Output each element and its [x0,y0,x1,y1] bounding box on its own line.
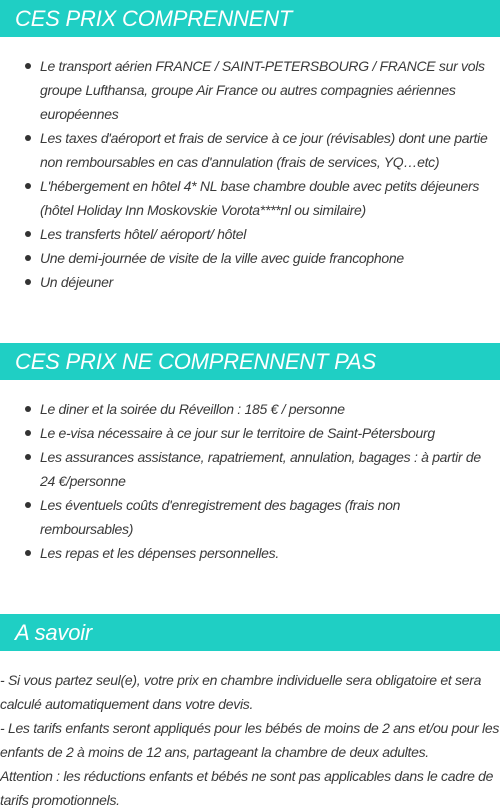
note-paragraph: - Si vous partez seul(e), votre prix en chambre individuelle sera obligatoire et sera calculé automatiquement dans votre devis. [0,672,482,712]
note-paragraph: - Les tarifs enfants seront appliqués pour les bébés de moins de 2 ans et/ou pour les enfants de 2 à moins de 12 ans, partageant la chambre de deux adultes. [0,720,500,760]
list-item [0,541,500,565]
list-item [0,246,500,270]
list-item [0,270,500,294]
bullet-icon [25,255,31,261]
section-header-a-savoir: A savoir [0,614,500,651]
bullet-icon [25,135,31,141]
list-item-text: Une demi-journée de visite de la ville avec guide francophone [40,250,404,266]
included-list [0,54,500,294]
list-item [0,493,500,541]
bullet-icon [25,231,31,237]
note-paragraph: Attention : les réductions enfants et bébés ne sont pas applicables dans le cadre de tarifs promotionnels. [0,768,494,808]
list-item-text: Les éventuels coûts d'enregistrement des bagages (frais non remboursables) [40,497,401,537]
list-item [0,174,500,222]
list-item [0,397,500,421]
not-included-list [0,397,500,565]
bullet-icon [25,502,31,508]
list-item [0,126,500,174]
bullet-icon [25,550,31,556]
list-item-text: Les transferts hôtel/ aéroport/ hôtel [40,226,247,242]
list-item-text: Les taxes d'aéroport et frais de service à ce jour (révisables) dont une partie non remboursables en cas d'annulation (frais de services, YQ…etc) [40,130,488,170]
a-savoir-notes [0,668,500,812]
list-item [0,445,500,493]
list-item-text: Les assurances assistance, rapatriement, annulation, bagages : à partir de 24 €/personne [40,449,481,489]
list-item-text: Les repas et les dépenses personnelles. [40,545,279,561]
bullet-icon [25,279,31,285]
bullet-icon [25,406,31,412]
list-item-text: L'hébergement en hôtel 4* NL base chambre double avec petits déjeuners (hôtel Holiday Inn Moskovskie Vorota****nl ou similaire) [40,178,480,218]
section-header-included: CES PRIX COMPRENNENT [0,0,500,37]
list-item-text: Le e-visa nécessaire à ce jour sur le territoire de Saint-Pétersbourg [40,425,435,441]
list-item [0,54,500,126]
bullet-icon [25,430,31,436]
list-item-text: Le transport aérien FRANCE / SAINT-PETERSBOURG / FRANCE sur vols groupe Lufthansa, groupe Air France ou autres compagnies aériennes européennes [40,58,485,122]
bullet-icon [25,63,31,69]
list-item-text: Un déjeuner [40,274,113,290]
list-item-text: Le diner et la soirée du Réveillon : 185 € / personne [40,401,345,417]
list-item [0,421,500,445]
bullet-icon [25,183,31,189]
section-header-not-included: CES PRIX NE COMPRENNENT PAS [0,343,500,380]
bullet-icon [25,454,31,460]
list-item [0,222,500,246]
